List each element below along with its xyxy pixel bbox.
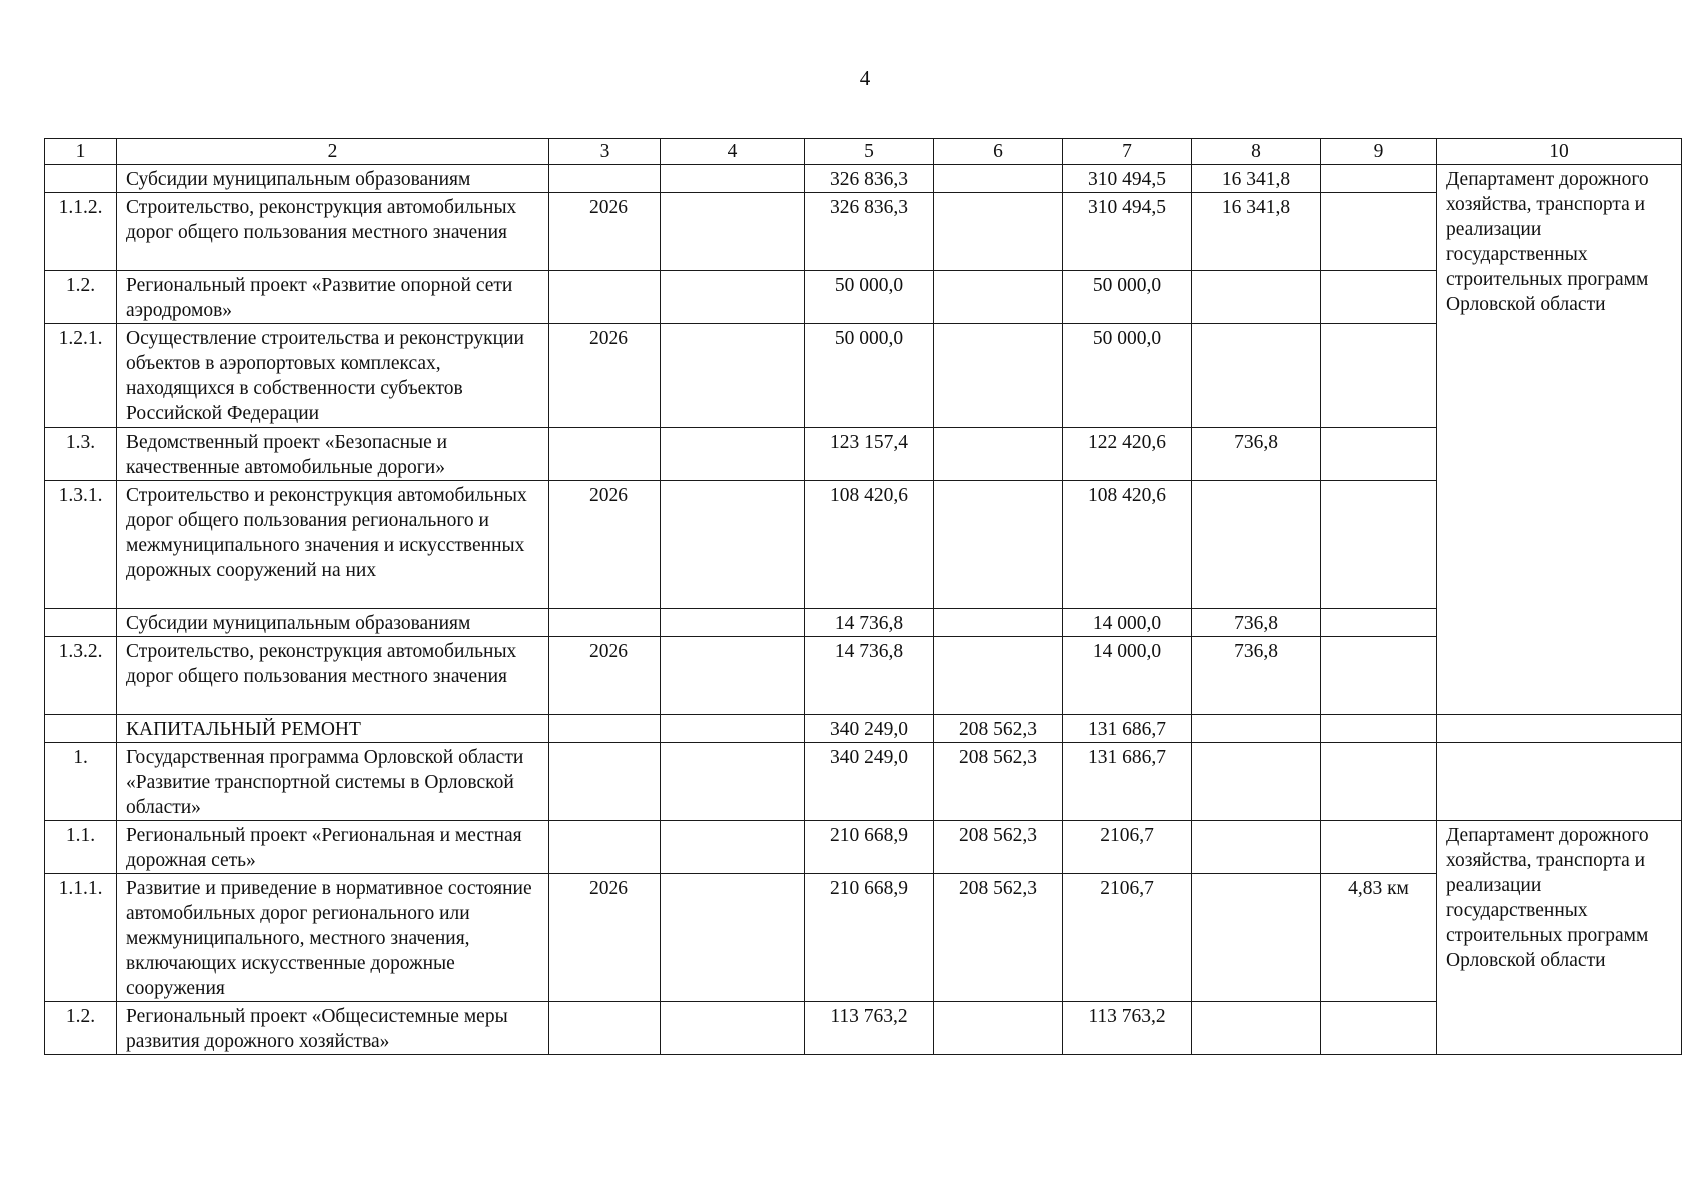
row-col5: 50 000,0 <box>805 324 934 428</box>
row-col5: 14 736,8 <box>805 637 934 715</box>
row-name: Ведомственный проект «Безопасные и качественные автомобильные дороги» <box>117 428 549 481</box>
row-col9 <box>1321 193 1437 271</box>
row-col8 <box>1192 481 1321 609</box>
header-cell: 7 <box>1063 139 1192 165</box>
row-col5: 326 836,3 <box>805 193 934 271</box>
row-year: 2026 <box>549 481 661 609</box>
header-cell: 1 <box>45 139 117 165</box>
budget-table-container <box>44 138 1681 1055</box>
row-year: 2026 <box>549 324 661 428</box>
row-name: Осуществление строительства и реконструкции объектов в аэропортовых комплексах, находящихся в собственности субъектов Российской Федерации <box>117 324 549 428</box>
row-col5: 210 668,9 <box>805 821 934 874</box>
row-index: 1.1.2. <box>45 193 117 271</box>
header-cell: 4 <box>661 139 805 165</box>
table-row <box>45 324 1682 428</box>
row-name: Строительство и реконструкция автомобильных дорог общего пользования регионального и межмуниципального значения и искусственных дорожных сооружений на них <box>117 481 549 609</box>
row-col4 <box>661 609 805 637</box>
row-col6 <box>934 324 1063 428</box>
row-name: Региональный проект «Общесистемные меры развития дорожного хозяйства» <box>117 1002 549 1055</box>
row-year <box>549 1002 661 1055</box>
row-col9: 4,83 км <box>1321 874 1437 1002</box>
row-col9 <box>1321 637 1437 715</box>
row-col7: 131 686,7 <box>1063 715 1192 743</box>
row-year <box>549 821 661 874</box>
row-index: 1.1. <box>45 821 117 874</box>
row-col6: 208 562,3 <box>934 821 1063 874</box>
table-row <box>45 481 1682 609</box>
row-col8: 736,8 <box>1192 637 1321 715</box>
row-col7: 310 494,5 <box>1063 193 1192 271</box>
row-index: 1.1.1. <box>45 874 117 1002</box>
row-col5: 340 249,0 <box>805 743 934 821</box>
row-col4 <box>661 193 805 271</box>
table-row <box>45 743 1682 821</box>
row-index <box>45 165 117 193</box>
row-col6: 208 562,3 <box>934 874 1063 1002</box>
table-row <box>45 874 1682 1002</box>
row-col6 <box>934 637 1063 715</box>
table-row <box>45 193 1682 271</box>
row-col10 <box>1437 743 1682 821</box>
row-col8 <box>1192 821 1321 874</box>
row-name: Государственная программа Орловской области «Развитие транспортной системы в Орловской области» <box>117 743 549 821</box>
header-cell: 3 <box>549 139 661 165</box>
table-row <box>45 165 1682 193</box>
row-col8 <box>1192 715 1321 743</box>
row-col10 <box>1437 715 1682 743</box>
row-name: Региональный проект «Региональная и местная дорожная сеть» <box>117 821 549 874</box>
row-name: Строительство, реконструкция автомобильных дорог общего пользования местного значения <box>117 193 549 271</box>
header-cell: 9 <box>1321 139 1437 165</box>
row-col5: 123 157,4 <box>805 428 934 481</box>
table-row <box>45 271 1682 324</box>
row-col6 <box>934 481 1063 609</box>
row-col4 <box>661 324 805 428</box>
row-index: 1.3.1. <box>45 481 117 609</box>
row-col4 <box>661 1002 805 1055</box>
row-col9 <box>1321 481 1437 609</box>
row-col5: 108 420,6 <box>805 481 934 609</box>
row-col8: 736,8 <box>1192 609 1321 637</box>
responsible-department: Департамент дорожного хозяйства, транспорта и реализации государственных строительных программ Орловской области <box>1437 821 1682 1055</box>
row-col8 <box>1192 874 1321 1002</box>
table-row <box>45 821 1682 874</box>
row-col4 <box>661 715 805 743</box>
row-col7: 108 420,6 <box>1063 481 1192 609</box>
row-col5: 210 668,9 <box>805 874 934 1002</box>
row-index: 1. <box>45 743 117 821</box>
row-col6 <box>934 1002 1063 1055</box>
row-year <box>549 165 661 193</box>
row-name: Развитие и приведение в нормативное состояние автомобильных дорог регионального или межмуниципального, местного значения, включающих искусственные дорожные сооружения <box>117 874 549 1002</box>
row-name: Региональный проект «Развитие опорной сети аэродромов» <box>117 271 549 324</box>
row-col6 <box>934 428 1063 481</box>
row-col9 <box>1321 743 1437 821</box>
row-index: 1.2. <box>45 271 117 324</box>
row-col7: 113 763,2 <box>1063 1002 1192 1055</box>
row-col8 <box>1192 271 1321 324</box>
row-col9 <box>1321 271 1437 324</box>
row-col5: 50 000,0 <box>805 271 934 324</box>
row-col7: 14 000,0 <box>1063 609 1192 637</box>
row-col9 <box>1321 165 1437 193</box>
row-col8: 16 341,8 <box>1192 165 1321 193</box>
table-row <box>45 637 1682 715</box>
row-col9 <box>1321 428 1437 481</box>
row-index <box>45 609 117 637</box>
row-col7: 14 000,0 <box>1063 637 1192 715</box>
row-col4 <box>661 481 805 609</box>
row-col9 <box>1321 1002 1437 1055</box>
table-row <box>45 428 1682 481</box>
row-col7: 50 000,0 <box>1063 324 1192 428</box>
row-index <box>45 715 117 743</box>
row-index: 1.2.1. <box>45 324 117 428</box>
row-col9 <box>1321 324 1437 428</box>
row-col8: 16 341,8 <box>1192 193 1321 271</box>
row-col6 <box>934 271 1063 324</box>
row-col8 <box>1192 743 1321 821</box>
row-col6 <box>934 165 1063 193</box>
row-col4 <box>661 637 805 715</box>
row-col5: 326 836,3 <box>805 165 934 193</box>
row-col8 <box>1192 324 1321 428</box>
section-row-capital-repair <box>45 715 1682 743</box>
header-row <box>45 139 1682 165</box>
row-index: 1.2. <box>45 1002 117 1055</box>
section-title: КАПИТАЛЬНЫЙ РЕМОНТ <box>117 715 549 743</box>
row-col7: 2106,7 <box>1063 821 1192 874</box>
row-col4 <box>661 271 805 324</box>
row-year <box>549 609 661 637</box>
row-col8: 736,8 <box>1192 428 1321 481</box>
row-year: 2026 <box>549 193 661 271</box>
row-col7: 50 000,0 <box>1063 271 1192 324</box>
header-cell: 6 <box>934 139 1063 165</box>
row-year <box>549 428 661 481</box>
row-col7: 310 494,5 <box>1063 165 1192 193</box>
row-col5: 113 763,2 <box>805 1002 934 1055</box>
row-col9 <box>1321 609 1437 637</box>
row-col8 <box>1192 1002 1321 1055</box>
row-col4 <box>661 874 805 1002</box>
header-cell: 10 <box>1437 139 1682 165</box>
row-col6: 208 562,3 <box>934 743 1063 821</box>
row-col5: 14 736,8 <box>805 609 934 637</box>
row-name: Субсидии муниципальным образованиям <box>117 165 549 193</box>
row-col4 <box>661 428 805 481</box>
row-name: Строительство, реконструкция автомобильных дорог общего пользования местного значения <box>117 637 549 715</box>
row-col7: 2106,7 <box>1063 874 1192 1002</box>
row-col4 <box>661 821 805 874</box>
row-col4 <box>661 165 805 193</box>
row-year <box>549 743 661 821</box>
budget-table <box>44 138 1682 1055</box>
header-cell: 5 <box>805 139 934 165</box>
row-index: 1.3. <box>45 428 117 481</box>
row-col7: 122 420,6 <box>1063 428 1192 481</box>
header-cell: 2 <box>117 139 549 165</box>
row-col9 <box>1321 821 1437 874</box>
row-year <box>549 715 661 743</box>
header-cell: 8 <box>1192 139 1321 165</box>
page-number: 4 <box>859 66 871 90</box>
row-col6 <box>934 193 1063 271</box>
row-col6 <box>934 609 1063 637</box>
responsible-department: Департамент дорожного хозяйства, транспорта и реализации государственных строительных программ Орловской области <box>1437 165 1682 715</box>
row-col7: 131 686,7 <box>1063 743 1192 821</box>
row-col6: 208 562,3 <box>934 715 1063 743</box>
row-col4 <box>661 743 805 821</box>
row-col9 <box>1321 715 1437 743</box>
row-year: 2026 <box>549 874 661 1002</box>
row-col5: 340 249,0 <box>805 715 934 743</box>
table-row <box>45 609 1682 637</box>
table-row <box>45 1002 1682 1055</box>
row-index: 1.3.2. <box>45 637 117 715</box>
row-year <box>549 271 661 324</box>
row-name: Субсидии муниципальным образованиям <box>117 609 549 637</box>
row-year: 2026 <box>549 637 661 715</box>
